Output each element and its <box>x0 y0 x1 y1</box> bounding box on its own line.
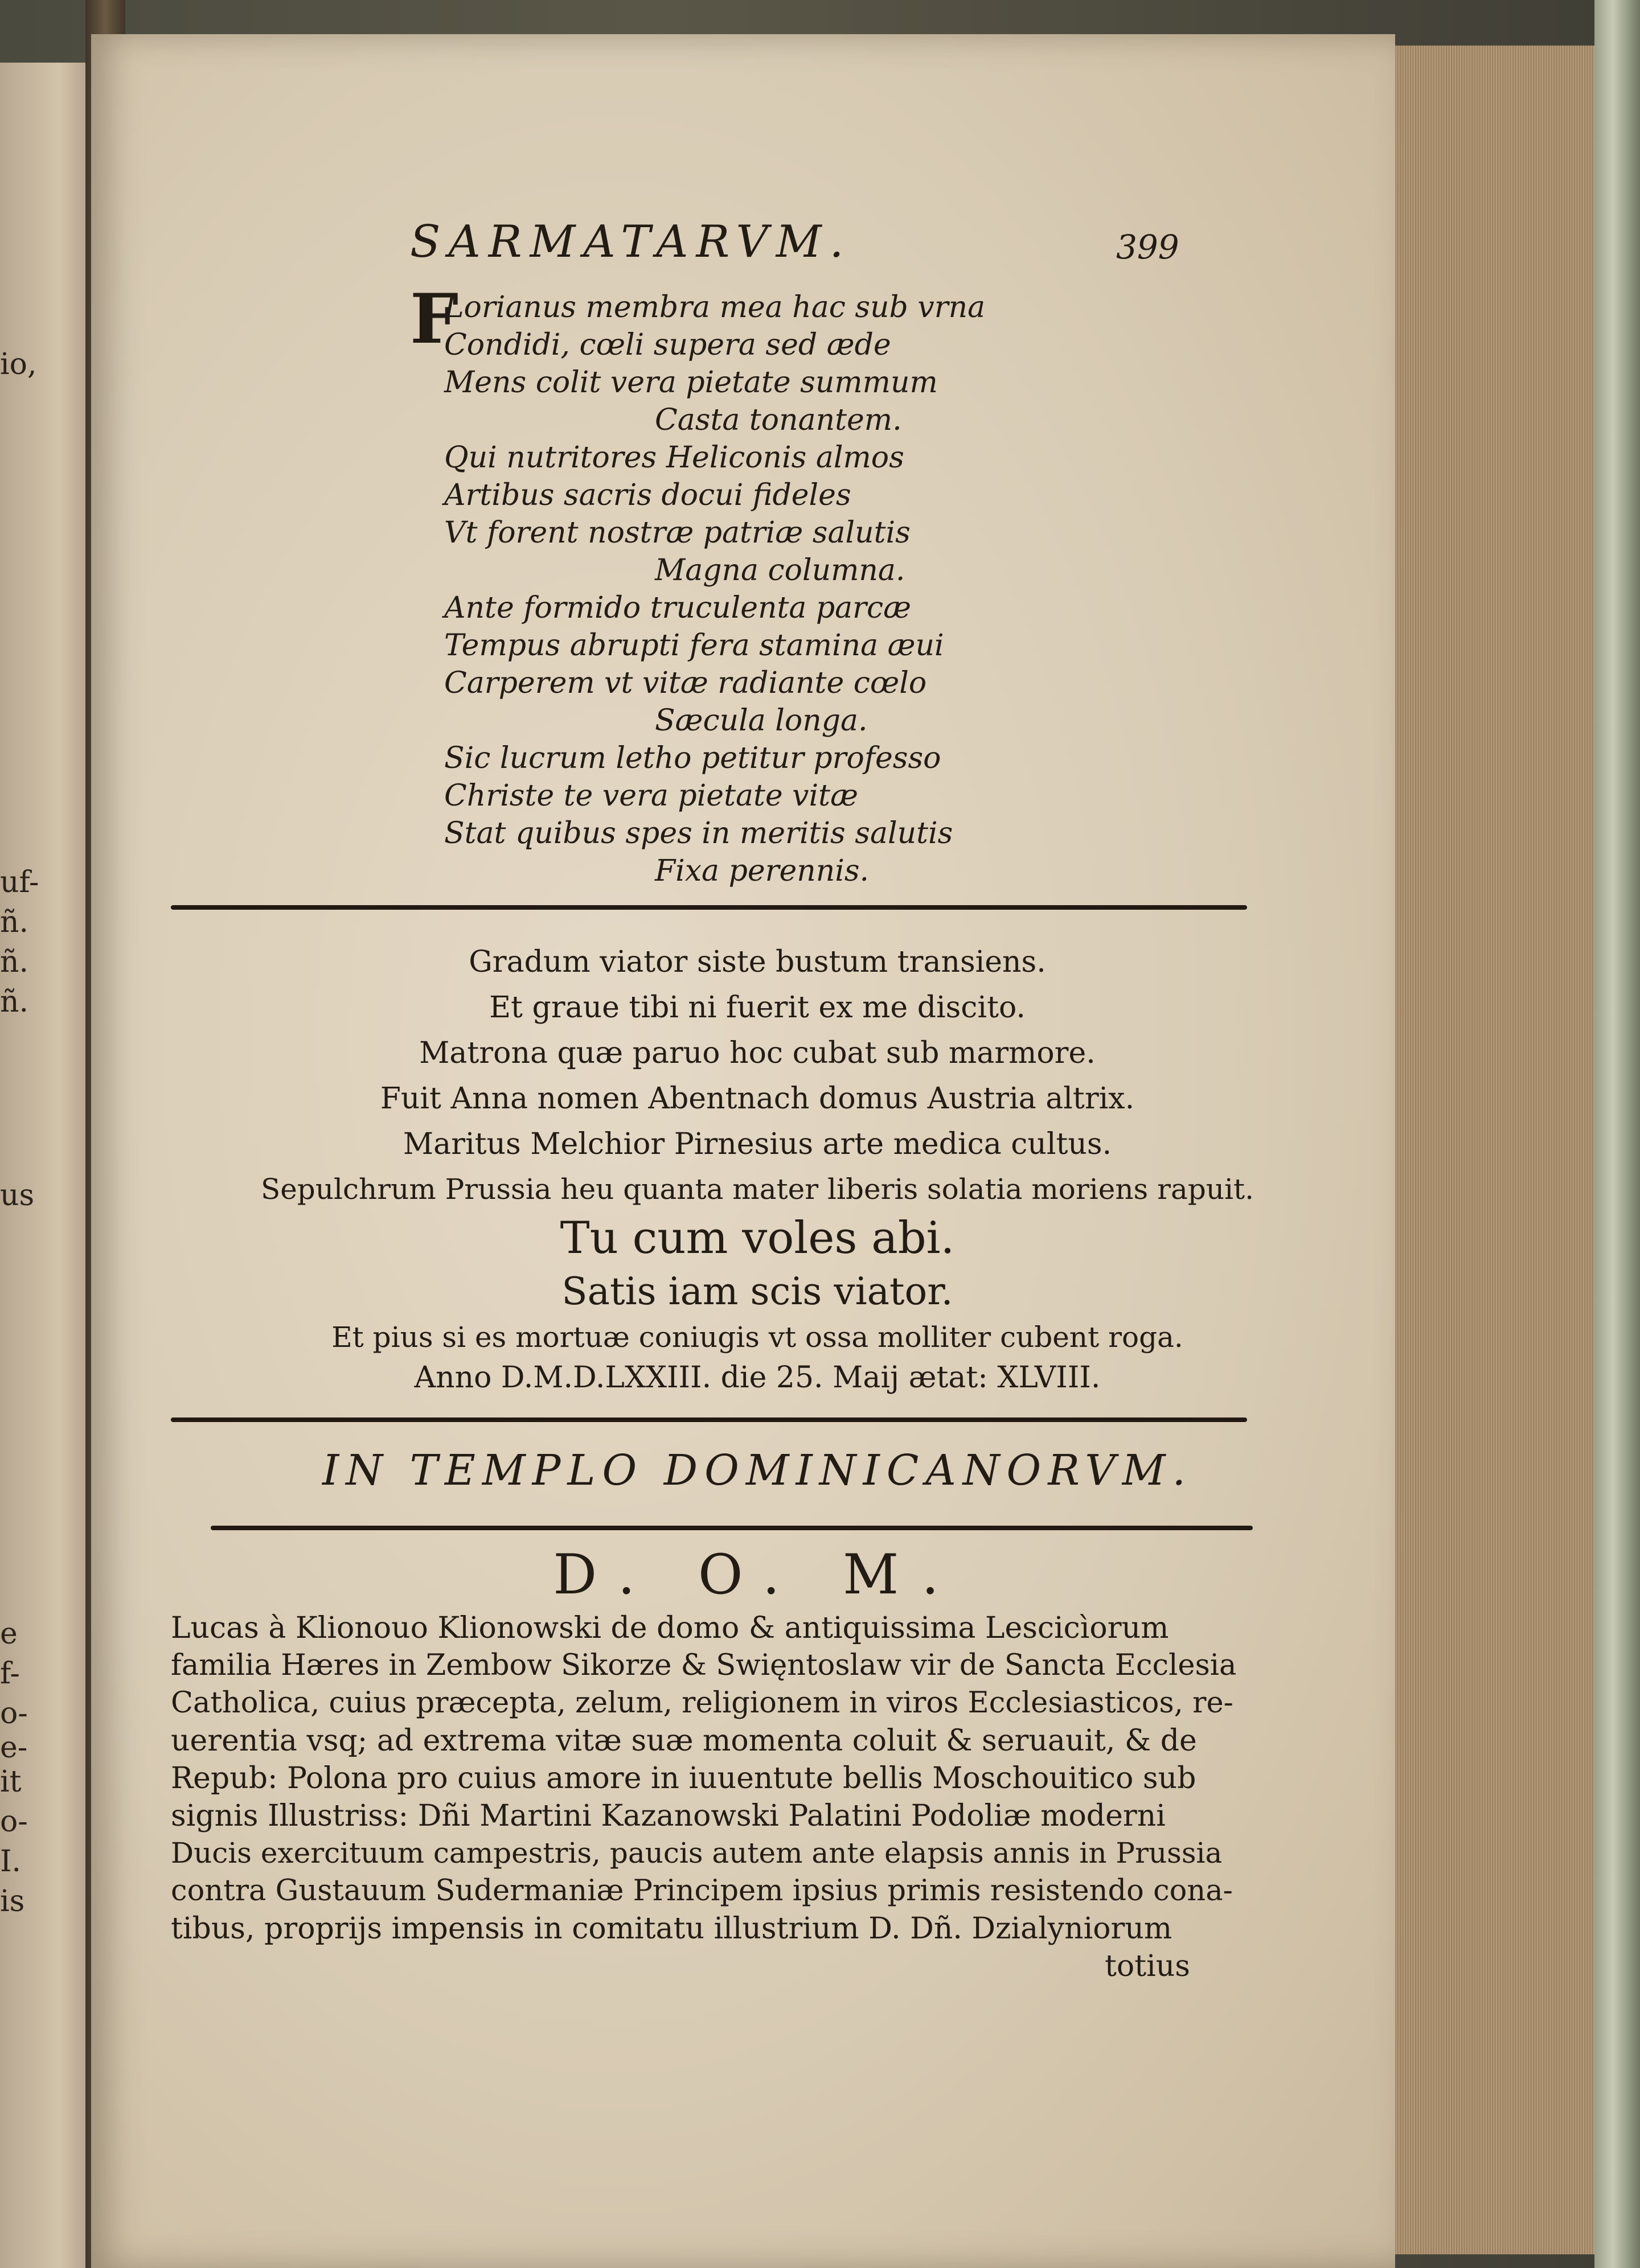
epitaph-line: Matrona quæ paruo hoc cubat sub marmore. <box>419 1036 1096 1070</box>
epitaph-line: Sepulchrum Prussia heu quanta mater liberis solatia moriens rapuit. <box>260 1173 1254 1206</box>
verse-line: Artibus sacris docui fideles <box>444 478 851 512</box>
verse-line: Christe te vera pietate vitæ <box>444 779 858 813</box>
epitaph-line: Tu cum voles abi. <box>560 1213 955 1264</box>
verse-line: Lorianus membra mea hac sub vrna <box>444 290 986 324</box>
prose-line: familia Hæres in Zembow Sikorze & Swięntoslaw vir de Sancta Ecclesia <box>171 1649 1237 1682</box>
epitaph-line: Et pius si es mortuæ coniugis vt ossa molliter cubent roga. <box>331 1321 1183 1354</box>
verse-line: Ante formido truculenta parcæ <box>444 591 912 625</box>
epitaph-line: Satis iam scis viator. <box>561 1269 953 1313</box>
left-fragment: f- <box>0 1657 20 1691</box>
section-heading: IN TEMPLO DOMINICANORVM. <box>322 1446 1193 1495</box>
left-fragment: e- <box>0 1731 28 1765</box>
left-fragment: it <box>0 1765 22 1799</box>
right-page <box>91 34 1395 2268</box>
verse-line: Fixa perennis. <box>655 854 870 888</box>
left-fragment: uf- <box>0 865 39 899</box>
left-fragment: ñ. <box>0 905 29 939</box>
verse-line: Casta tonantem. <box>655 403 902 437</box>
left-fragment: ñ. <box>0 945 29 979</box>
page-fore-edge <box>1378 46 1618 2254</box>
verse-line: Sæcula longa. <box>655 704 868 738</box>
dom-heading: D. O. M. <box>553 1543 962 1606</box>
left-fragment: ñ. <box>0 985 29 1019</box>
left-fragment: o- <box>0 1805 28 1839</box>
prose-line: Lucas à Klionouo Klionowski de domo & antiquissima Lescicìorum <box>171 1611 1169 1645</box>
left-fragment: I. <box>0 1844 22 1879</box>
verse-line: Carperem vt vitæ radiante cœlo <box>444 666 927 700</box>
epitaph-line: Maritus Melchior Pirnesius arte medica cultus. <box>403 1127 1112 1161</box>
left-fragment: is <box>0 1884 25 1918</box>
verse-line: Condidi, cœli supera sed æde <box>444 328 891 362</box>
verse-line: Magna columna. <box>655 553 905 587</box>
prose-line: tibus, proprijs impensis in comitatu illustrium D. Dñ. Dzialyniorum <box>171 1912 1172 1946</box>
verse-line: Stat quibus spes in meritis salutis <box>444 816 953 850</box>
section-divider <box>171 1418 1247 1422</box>
page-number: 399 <box>1116 228 1179 266</box>
verse-line: Vt forent nostræ patriæ salutis <box>444 516 911 550</box>
prose-line: uerentia vsq; ad extrema vitæ suæ momenta coluit & seruauit, & de <box>171 1724 1197 1758</box>
left-fragment: io, <box>0 347 37 381</box>
left-fragment: us <box>0 1178 35 1213</box>
prose-line: Repub: Polona pro cuius amore in iuuentute bellis Moschouitico sub <box>171 1761 1196 1796</box>
running-title: SARMATARVM. <box>410 216 852 268</box>
prose-line: Ducis exercituum campestris, paucis autem ante elapsis annis in Prussia <box>171 1836 1223 1870</box>
verse-line: Qui nutritores Heliconis almos <box>444 441 904 475</box>
epitaph-line: Gradum viator siste bustum transiens. <box>469 945 1046 979</box>
epitaph-line: Et graue tibi ni fuerit ex me discito. <box>489 991 1026 1025</box>
catchword: totius <box>1105 1949 1190 1983</box>
epitaph-line: Fuit Anna nomen Abentnach domus Austria altrix. <box>380 1082 1135 1116</box>
prose-line: signis Illustriss: Dñi Martini Kazanowski Palatini Podoliæ moderni <box>171 1799 1166 1833</box>
left-fragment: o- <box>0 1696 28 1731</box>
drop-initial: F <box>410 279 459 359</box>
heading-rule <box>211 1526 1253 1530</box>
verse-line: Sic lucrum letho petitur professo <box>444 741 941 775</box>
prose-line: contra Gustauum Sudermaniæ Principem ipsius primis resistendo cona- <box>171 1874 1233 1908</box>
epitaph-line: Anno D.M.D.LXXIII. die 25. Maij ætat: XLVIII. <box>414 1361 1101 1395</box>
left-fragment: e <box>0 1617 18 1651</box>
verse-line: Mens colit vera pietate summum <box>444 365 938 400</box>
verse-line: Tempus abrupti fera stamina æui <box>444 628 944 663</box>
book-cover-edge <box>1594 0 1640 2268</box>
section-divider <box>171 905 1247 910</box>
prose-line: Catholica, cuius præcepta, zelum, religionem in viros Ecclesiasticos, re- <box>171 1686 1233 1720</box>
